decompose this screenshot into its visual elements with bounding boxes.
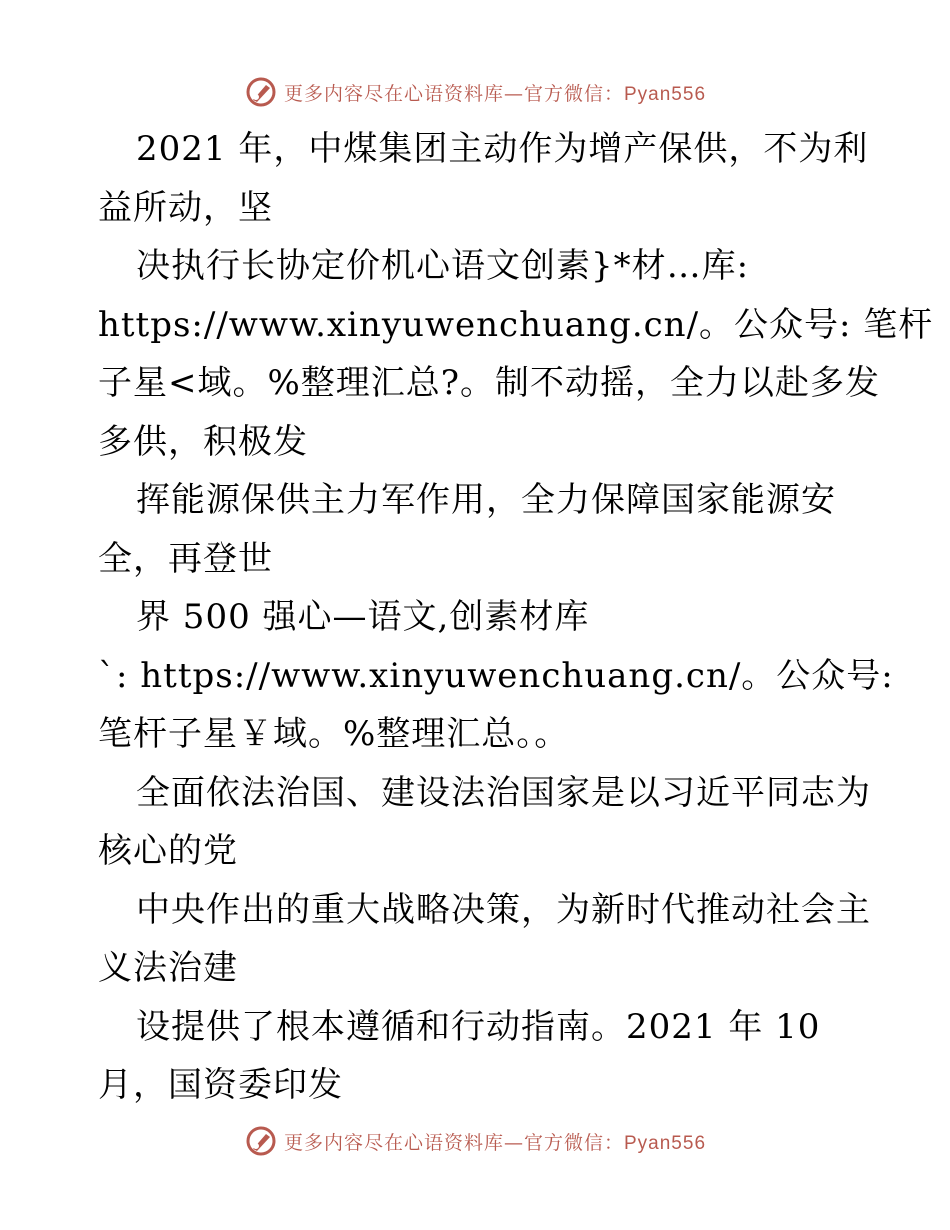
header-watermark [0, 72, 950, 112]
text-line: 决执行长协定价机心语文创素}*材…库: [136, 246, 750, 286]
pen-logo-icon [244, 75, 278, 109]
watermark-text [284, 1128, 706, 1155]
text-line: 设提供了根本遵循和行动指南。2021 年 10 [136, 1006, 821, 1047]
text-line: 笔杆子星￥域。%整理汇总。。 [98, 714, 570, 754]
text-line: 子星<域。%整理汇总?。制不动摇，全力以赴多发 [98, 363, 881, 403]
text-line: 2021 年，中煤集团主动作为增产保供，不为利 [136, 129, 869, 169]
watermark-label: 更多内容尽在心语资料库—官方微信： [283, 1131, 624, 1154]
text-line: https://www.xinyuwenchuang.cn/。公众号: 笔杆 [98, 304, 934, 345]
text-line: 中央作出的重大战略决策，为新时代推动社会主 [136, 889, 871, 930]
watermark-label: 更多内容尽在心语资料库—官方微信： [283, 82, 624, 105]
text-line: 益所动，坚 [98, 187, 273, 228]
watermark-text [284, 79, 706, 106]
text-line: 界 500 强心—语文,创素材库 [136, 597, 590, 637]
text-line: 核心的党 [98, 831, 238, 871]
text-line: 义法治建 [98, 948, 238, 988]
document-body [98, 120, 934, 1115]
watermark-account: Pyan556 [624, 83, 707, 105]
text-line: 挥能源保供主力军作用，全力保障国家能源安 [136, 480, 836, 520]
text-line: 月，国资委印发 [98, 1065, 343, 1105]
footer-watermark [0, 1121, 950, 1161]
text-line: 多供，积极发 [98, 421, 308, 462]
watermark-account: Pyan556 [624, 1132, 707, 1154]
text-line: `: https://www.xinyuwenchuang.cn/。公众号: [98, 655, 894, 696]
text-line: 全，再登世 [98, 538, 273, 579]
pen-logo-icon [244, 1124, 278, 1158]
text-line: 全面依法治国、建设法治国家是以习近平同志为 [136, 772, 871, 813]
